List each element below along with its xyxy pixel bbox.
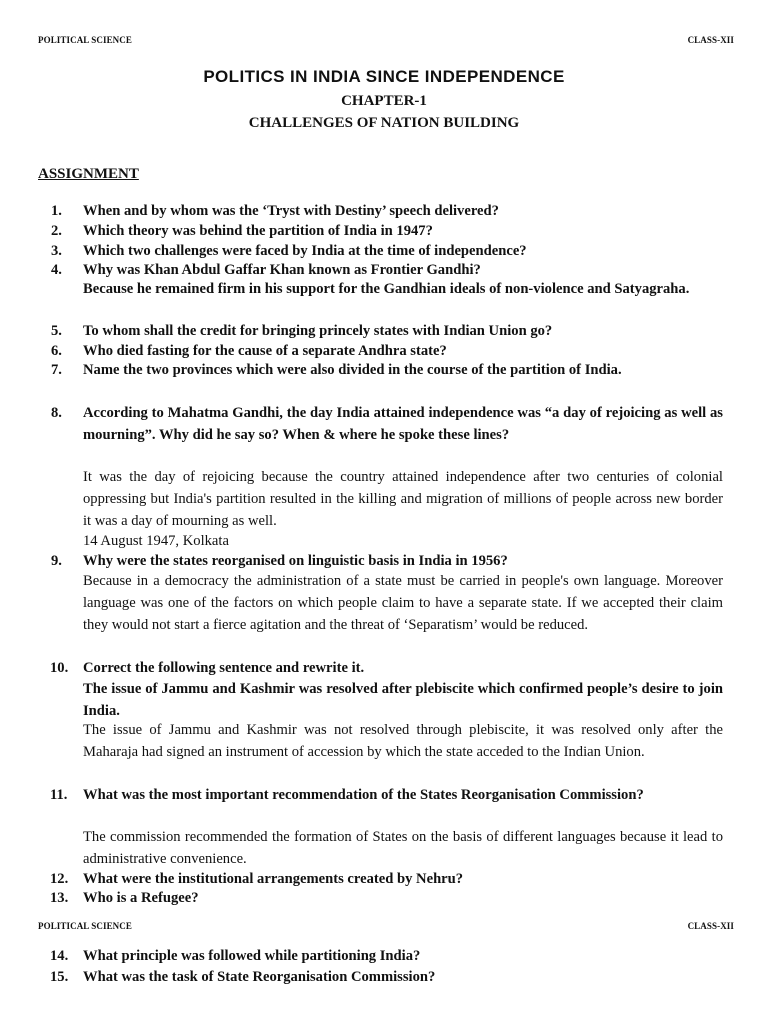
sentence-to-correct: The issue of Jammu and Kashmir was resolved after plebiscite which confirmed people’s desire to join India. <box>83 681 723 719</box>
question-number: 10. <box>50 660 69 676</box>
question-text: When and by whom was the ‘Tryst with Destiny’ speech delivered? <box>83 203 499 219</box>
question-number: 12. <box>50 871 69 887</box>
answer-text: Because in a democracy the administration of a state must be carried in people's own language. Moreover language was one of the factors on which people claim to have a separate state. If we accepted their claim they would not start a fierce agitation and the threat of ‘Separatism’ would be reduced. <box>83 573 723 633</box>
question-text: Who is a Refugee? <box>83 890 199 906</box>
question-text: Why was Khan Abdul Gaffar Khan known as Frontier Gandhi? <box>83 262 481 278</box>
question-number: 3. <box>51 243 62 259</box>
question-text: What were the institutional arrangements created by Nehru? <box>83 871 464 887</box>
question-number: 1. <box>51 203 62 219</box>
chapter-title: CHALLENGES OF NATION BUILDING <box>248 115 520 131</box>
question-number: 8. <box>51 405 62 421</box>
chapter-label: CHAPTER-1 <box>341 93 427 109</box>
question-text: What was the most important recommendation of the States Reorganisation Commission? <box>83 787 644 803</box>
question-number: 11. <box>50 787 68 803</box>
question-text: What was the task of State Reorganisation Commission? <box>83 969 436 985</box>
question-item <box>51 657 723 679</box>
question-item <box>51 966 723 988</box>
question-text: To whom shall the credit for bringing princely states with Indian Union go? <box>83 323 553 339</box>
question-number: 13. <box>50 890 69 906</box>
question-number: 2. <box>51 223 62 239</box>
question-text: Why were the states reorganised on linguistic basis in India in 1956? <box>83 553 508 569</box>
question-text: Who died fasting for the cause of a separate Andhra state? <box>83 343 447 359</box>
answer-text: The commission recommended the formation of States on the basis of different languages because it lead to administrative convenience. <box>83 829 723 867</box>
question-item <box>51 200 723 222</box>
question-text: Which two challenges were faced by India at the time of independence? <box>83 243 527 259</box>
question-item <box>51 320 723 342</box>
question-item <box>51 784 723 806</box>
question-item <box>51 945 723 967</box>
assignment-heading: ASSIGNMENT <box>38 166 139 182</box>
header-class: CLASS-XII <box>687 35 734 45</box>
question-number: 7. <box>51 362 62 378</box>
question-text: Name the two provinces which were also divided in the course of the partition of India. <box>83 362 622 378</box>
question-number: 9. <box>51 553 62 569</box>
question-number: 14. <box>50 948 69 964</box>
question-number: 4. <box>51 262 62 278</box>
question-text: What principle was followed while partitioning India? <box>83 948 421 964</box>
question-text: Which theory was behind the partition of India in 1947? <box>83 223 433 239</box>
question-item <box>51 550 723 572</box>
question-text: Correct the following sentence and rewrite it. <box>83 660 365 676</box>
question-number: 6. <box>51 343 62 359</box>
document-title: POLITICS IN INDIA SINCE INDEPENDENCE <box>203 67 565 86</box>
question-number: 5. <box>51 323 62 339</box>
question-text: According to Mahatma Gandhi, the day India attained independence was “a day of rejoicing as well as mourning”. Why did he say so? When & where he spoke these lines? <box>83 405 723 443</box>
question-item <box>51 402 723 446</box>
header-subject: POLITICAL SCIENCE <box>38 35 132 45</box>
question-item <box>51 220 723 242</box>
running-header <box>38 35 734 45</box>
answer-date: 14 August 1947, Kolkata <box>83 533 229 549</box>
header-class: CLASS-XII <box>687 921 734 931</box>
running-header <box>38 921 734 931</box>
question-item <box>51 359 723 381</box>
question-number: 15. <box>50 969 69 985</box>
answer-text: The issue of Jammu and Kashmir was not resolved through plebiscite, it was resolved only after the Maharaja had signed an instrument of accession by which the state acceded to the Indian Union. <box>83 722 723 760</box>
answer-text: It was the day of rejoicing because the country attained independence after two centuries of colonial oppressing but India's partition resulted in the killing and migration of millions of people across new border it was a day of mourning as well. <box>83 469 723 529</box>
header-subject: POLITICAL SCIENCE <box>38 921 132 931</box>
question-item <box>51 887 723 909</box>
answer-text: Because he remained firm in his support for the Gandhian ideals of non-violence and Satyagraha. <box>83 281 690 297</box>
